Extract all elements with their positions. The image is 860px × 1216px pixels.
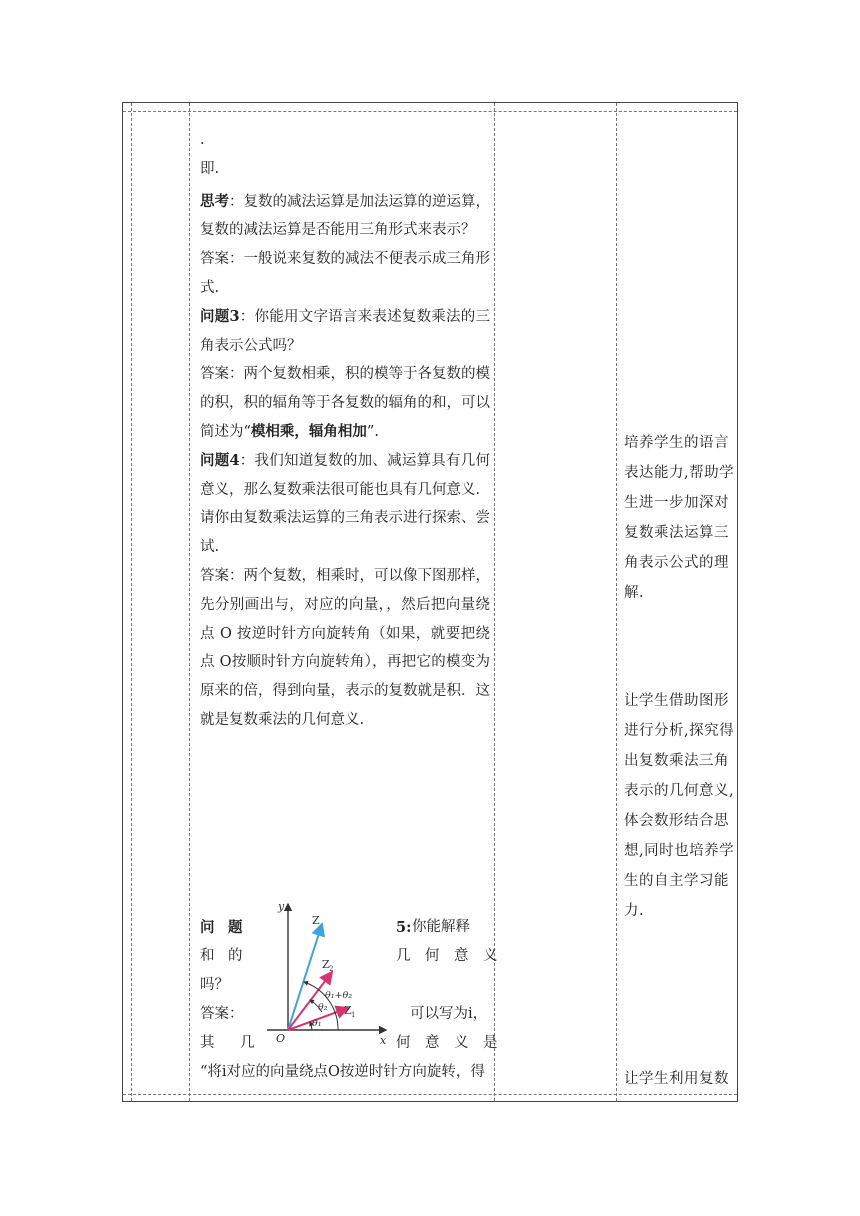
q5-char-ji: 几 [240,1035,255,1051]
note-continued: 让学生利用复数 [624,1071,729,1087]
complex-multiplication-diagram [262,896,392,1046]
note-language-ability: 培养学生的语言表达能力,帮助学生进一步加深对复数乘法运算三角表示公式的理解. [624,435,735,601]
x-axis-label: x [380,1034,387,1046]
theta2-label: θ₂ [318,1002,328,1013]
q5-answer-text-2: 何 意 义 是 [396,1035,498,1051]
z1-subscript: 1 [351,1011,356,1019]
q5-text-1: 你能解释 [412,919,470,935]
table-border-bottom-inner [123,1094,737,1095]
q4-text: ：我们知道复数的加、减运算具有几何意义，那么复数乘法很可能也具有几何意义．请你由复数乘法运算的三角表示进行探索、尝试. [200,452,491,556]
q5-text-2: 几 何 意 义 [396,948,498,964]
q5-answer-text-3: “将i对应的向量绕点O按逆时针方向旋转，得 [200,1064,485,1080]
q3-text: ：你能用文字语言来表述复数乘法的三角表示公式吗？ [200,308,491,354]
line-ji: 即. [200,160,220,177]
vector-z [288,924,322,1030]
q5-char-he: 和 [200,948,215,964]
q5-answer-text-1: 可以写为i， [410,1006,488,1022]
z2-label: Z [322,958,330,971]
q5-answer-label: 答案： [200,1006,244,1022]
q5-char-wen: 问 [200,919,215,936]
q4-paragraph [200,447,490,562]
table-border-left-inner [131,103,132,1101]
z2-subscript: 2 [329,965,334,973]
line-dot: . [200,132,205,148]
q3-answer-pre: 答案：两个复数相乘，积的模等于各复数的模的积，积的辐角等于各复数的辐角的和，可以简述为“ [200,366,490,440]
table-border-top-inner [123,111,737,112]
think-text: ：复数的减法运算是加法运算的逆运算，复数的减法运算是否能用三角形式来表示？ [200,193,490,239]
theta-sum-label: θ₁+θ₂ [325,990,353,1001]
q3-label: 问题3 [200,307,240,325]
q5-number: 5: [396,919,412,936]
z-label: Z [312,914,320,927]
think-answer: 答案：一般说来复数的减法不便表示成三角形式. [200,251,490,296]
q5-char-qi: 其 [200,1035,215,1051]
origin-label: O [276,1032,286,1045]
q5-text-3: 吗？ [200,977,229,993]
think-label: 思考 [200,192,229,210]
z1-label: Z [344,1004,352,1017]
q4-label: 问题4 [200,451,240,469]
main-content-column [200,126,490,735]
q5-char-ti: 题 [228,919,243,936]
column-divider-3 [616,103,617,1101]
think-paragraph [200,188,490,246]
note-geometric-meaning: 让学生借助图形进行分析,探究得出复数乘法三角表示的几何意义,体会数形结合思想,同时也培养学生的自主学习能力. [624,693,735,919]
column-divider-1 [189,103,190,1101]
q4-answer: 答案：两个复数，相乘时，可以像下图那样，先分别画出与，对应的向量，，然后把向量绕点 O 按逆时针方向旋转角（如果，就要把绕点 O按顺时针方向旋转角），再把它的模变为原来的倍，得到向量，表示的复数就是积．这就是复数乘法的几何意义. [200,567,490,728]
theta1-label: θ₁ [312,1018,322,1029]
q5-char-de: 的 [228,948,243,964]
y-axis-label: y [278,900,285,913]
q3-answer-post: ”. [366,423,379,440]
q3-answer [200,360,490,446]
q3-paragraph [200,303,490,361]
q3-answer-bold: 模相乘，辐角相加 [250,422,367,440]
